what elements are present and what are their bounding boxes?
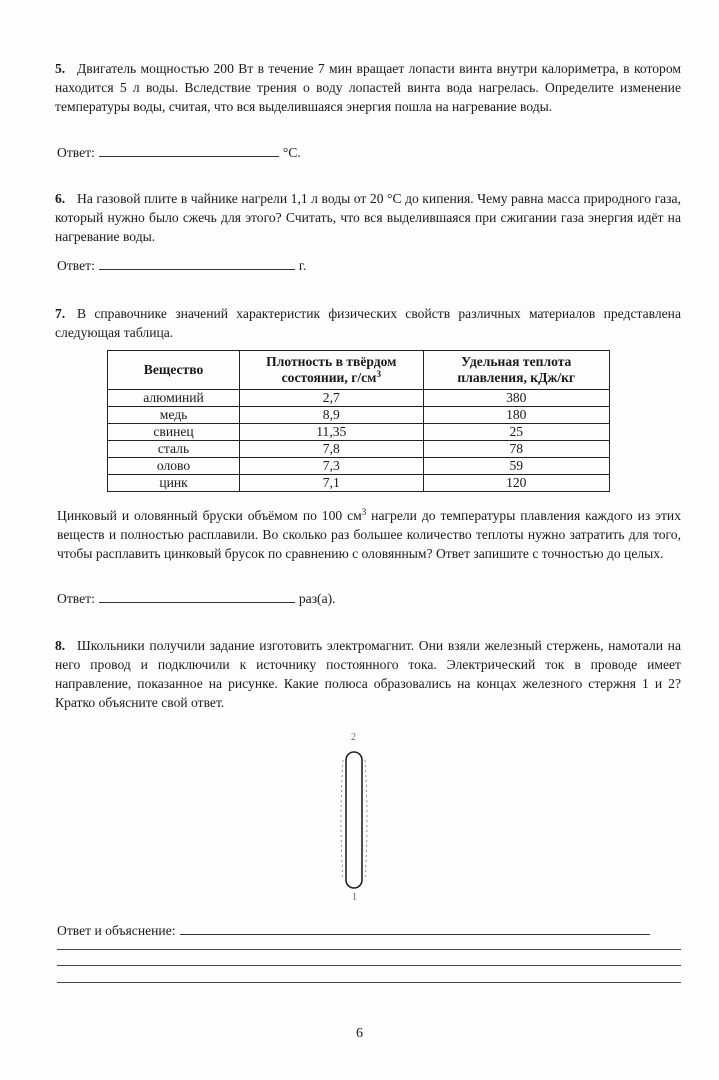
problem-number: 8.: [55, 638, 66, 653]
answer-rule-3[interactable]: [57, 982, 681, 983]
cell-substance: свинец: [108, 424, 240, 441]
electromagnet-figure: [335, 732, 375, 907]
answer-line-6: [57, 256, 306, 275]
answer-rule-1[interactable]: [57, 949, 681, 950]
answer-label: Ответ и объяснение:: [57, 923, 176, 938]
answer-unit: г.: [298, 258, 307, 273]
properties-table: [107, 350, 610, 492]
answer-rule-2[interactable]: [57, 965, 681, 966]
cell-heat: 180: [423, 407, 609, 424]
table-row: [108, 475, 610, 492]
iron-rod-diagram: [335, 746, 375, 896]
table-row: [108, 390, 610, 407]
table-row: [108, 458, 610, 475]
cell-density: 7,8: [240, 441, 423, 458]
cell-substance: цинк: [108, 475, 240, 492]
problem-intro: В справочнике значений характеристик физических свойств различных материалов представлена следующая таблица.: [55, 306, 681, 340]
cell-heat: 380: [423, 390, 609, 407]
page-number: 6: [356, 1026, 363, 1041]
figure-label-1: 1: [352, 892, 357, 903]
cell-heat: 120: [423, 475, 609, 492]
cell-heat: 25: [423, 424, 609, 441]
table-header-row: [108, 351, 610, 390]
cell-density: 2,7: [240, 390, 423, 407]
cell-substance: медь: [108, 407, 240, 424]
answer-field[interactable]: [99, 143, 279, 157]
answer-line-5: [57, 143, 301, 162]
problem-text: Двигатель мощностью 200 Вт в течение 7 мин вращает лопасти винта внутри калориметра, в котором находится 5 л воды. Вследствие трения о воду лопастей винта вода нагрелась. Определите изменение температуры воды, считая, что вся выделившаяся энергия пошла на нагревание воды.: [55, 61, 681, 114]
problem-8: [33, 636, 681, 712]
answer-label: Ответ:: [57, 591, 95, 606]
answer-field[interactable]: [99, 256, 295, 270]
problem-text: Школьники получили задание изготовить электромагнит. Они взяли железный стержень, намотали на него провод и подключили к источнику постоянного тока. Электрический ток в проводе имеет направление, показанное на рисунке. Какие полюса образовались на концах железного стержня 1 и 2? Кратко объясните свой ответ.: [55, 638, 681, 710]
table-row: [108, 424, 610, 441]
cell-density: 8,9: [240, 407, 423, 424]
answer-unit: раз(а).: [298, 591, 336, 606]
cell-heat: 59: [423, 458, 609, 475]
problem-7: [33, 304, 681, 342]
header-heat: Удельная теплота плавления, кДж/кг: [423, 351, 609, 390]
problem-6: [33, 189, 681, 246]
answer-unit: °С.: [282, 145, 301, 160]
answer-line-7: [57, 589, 336, 608]
answer-label: Ответ:: [57, 258, 95, 273]
wire-left-side: [341, 760, 343, 880]
cell-heat: 78: [423, 441, 609, 458]
header-substance: Вещество: [108, 351, 240, 390]
problem-text: На газовой плите в чайнике нагрели 1,1 л воды от 20 °С до кипения. Чему равна масса природного газа, который нужно было сжечь для этого? Считать, что вся выделившаяся при сжигании газа энергия идёт на нагревание воды.: [55, 191, 681, 244]
table-row: [108, 441, 610, 458]
answer-line-8: [57, 921, 654, 940]
answer-label: Ответ:: [57, 145, 95, 160]
problem-5: [33, 59, 681, 116]
iron-rod-outline: [346, 752, 362, 888]
answer-field[interactable]: [180, 921, 650, 935]
cell-density: 7,1: [240, 475, 423, 492]
cell-density: 11,35: [240, 424, 423, 441]
answer-field[interactable]: [99, 589, 295, 603]
problem-7-question: Цинковый и оловянный бруски объёмом по 100 $см^3$ нагрели до температуры плавления каждого из этих веществ и полностью расплавили. Во сколько раз большее количество теплоты нужно затратить для того, чтобы расплавить цинковый брусок по сравнению с оловянным? Ответ запишите с точностью до целых.: [57, 507, 681, 561]
cell-substance: алюминий: [108, 390, 240, 407]
header-density: Плотность в твёрдом состоянии, $г/см^3$: [240, 351, 423, 390]
figure-label-2: 2: [351, 732, 356, 743]
cell-density: 7,3: [240, 458, 423, 475]
table-row: [108, 407, 610, 424]
problem-number: 6.: [55, 191, 66, 206]
problem-number: 5.: [55, 61, 66, 76]
problem-number: 7.: [55, 306, 66, 321]
cell-substance: олово: [108, 458, 240, 475]
wire-right-side: [365, 760, 367, 880]
cell-substance: сталь: [108, 441, 240, 458]
